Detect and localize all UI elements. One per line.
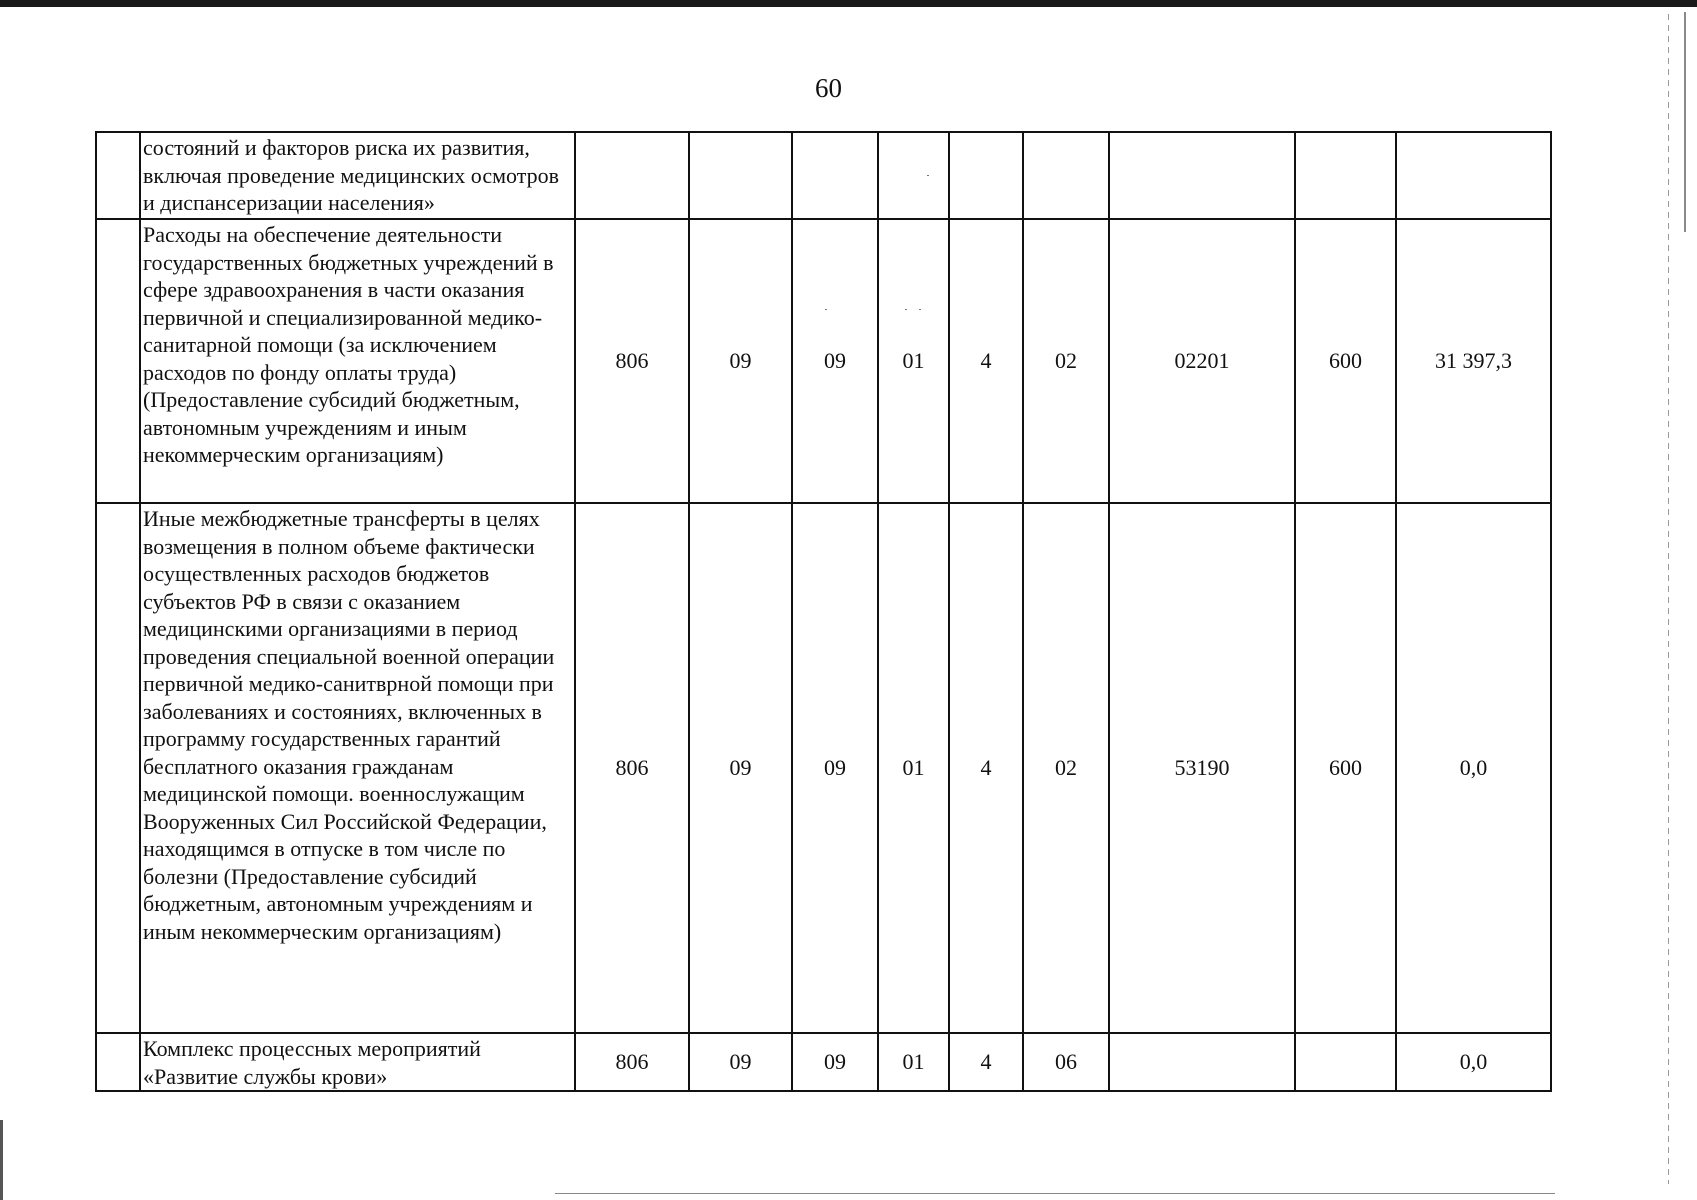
program-cell: 01 (878, 503, 949, 1033)
ministry-code-cell: 806 (575, 503, 689, 1033)
main-measure-cell (1023, 132, 1109, 219)
subsection-cell: 09 (792, 1033, 878, 1091)
budget-table (95, 131, 1552, 1092)
subprogram-cell: 4 (949, 219, 1023, 503)
target-item-cell: 53190 (1109, 503, 1295, 1033)
table-row (96, 219, 1551, 503)
table-row (96, 1033, 1551, 1091)
scan-left-edge (0, 1120, 3, 1200)
subprogram-cell: 4 (949, 503, 1023, 1033)
section-cell: 09 (689, 1033, 792, 1091)
amount-cell: 31 397,3 (1396, 219, 1551, 503)
row-name-cell: Иные межбюджетные трансферты в целях возмещения в полном объеме фактически осуществленных расходов бюджетов субъектов РФ в связи с оказанием медицинскими организациями в период проведения специальной военной операции первичной медико-санитврной помощи при заболеваниях и состояниях, включенных в программу государственных гарантий бесплатного оказания гражданам медицинской помощи. военнослужащим Вооруженных Сил Российской Федерации, находящимся в отпуске в том числе по болезни (Предоставление субсидий бюджетным, автономным учреждениям и иным некоммерческим организациям) (140, 503, 575, 1033)
target-item-cell (1109, 132, 1295, 219)
expense-type-cell: 600 (1295, 503, 1396, 1033)
row-number-cell (96, 503, 140, 1033)
subsection-cell: 09 (792, 219, 878, 503)
page-number: 60 (815, 73, 842, 103)
subsection-cell (792, 132, 878, 219)
row-name-cell: Расходы на обеспечение деятельности государственных бюджетных учреждений в сфере здравоохранения в части оказания первичной и специализированной медико-санитарной помощи (за исключением расходов по фонду оплаты труда) (Предоставление субсидий бюджетным, автономным учреждениям и иным некоммерческим организациям) (140, 219, 575, 503)
target-item-cell: 02201 (1109, 219, 1295, 503)
subprogram-cell: 4 (949, 1033, 1023, 1091)
amount-cell: 0,0 (1396, 503, 1551, 1033)
subsection-cell: 09 (792, 503, 878, 1033)
section-cell: 09 (689, 503, 792, 1033)
row-number-cell (96, 132, 140, 219)
row-name-cell: Комплекс процессных мероприятий «Развитие службы крови» (140, 1033, 575, 1091)
row-number-cell (96, 1033, 140, 1091)
expense-type-cell (1295, 132, 1396, 219)
table-row (96, 503, 1551, 1033)
row-name-cell: состояний и факторов риска их развития, включая проведение медицинских осмотров и диспансеризации населения» (140, 132, 575, 219)
section-cell (689, 132, 792, 219)
ministry-code-cell: 806 (575, 1033, 689, 1091)
ministry-code-cell: 806 (575, 219, 689, 503)
ministry-code-cell (575, 132, 689, 219)
scan-top-edge (0, 0, 1697, 7)
amount-cell (1396, 132, 1551, 219)
subprogram-cell (949, 132, 1023, 219)
expense-type-cell: 600 (1295, 219, 1396, 503)
main-measure-cell: 06 (1023, 1033, 1109, 1091)
main-measure-cell: 02 (1023, 219, 1109, 503)
table-row (96, 132, 1551, 219)
section-cell: 09 (689, 219, 792, 503)
main-measure-cell: 02 (1023, 503, 1109, 1033)
scan-right-edge (1668, 14, 1669, 1184)
amount-cell: 0,0 (1396, 1033, 1551, 1091)
expense-type-cell (1295, 1033, 1396, 1091)
target-item-cell (1109, 1033, 1295, 1091)
program-cell: 01 (878, 1033, 949, 1091)
scan-right-edge-mark (1684, 12, 1686, 232)
program-cell (878, 132, 949, 219)
scan-bottom-edge (555, 1193, 1555, 1194)
program-cell: 01 (878, 219, 949, 503)
row-number-cell (96, 219, 140, 503)
